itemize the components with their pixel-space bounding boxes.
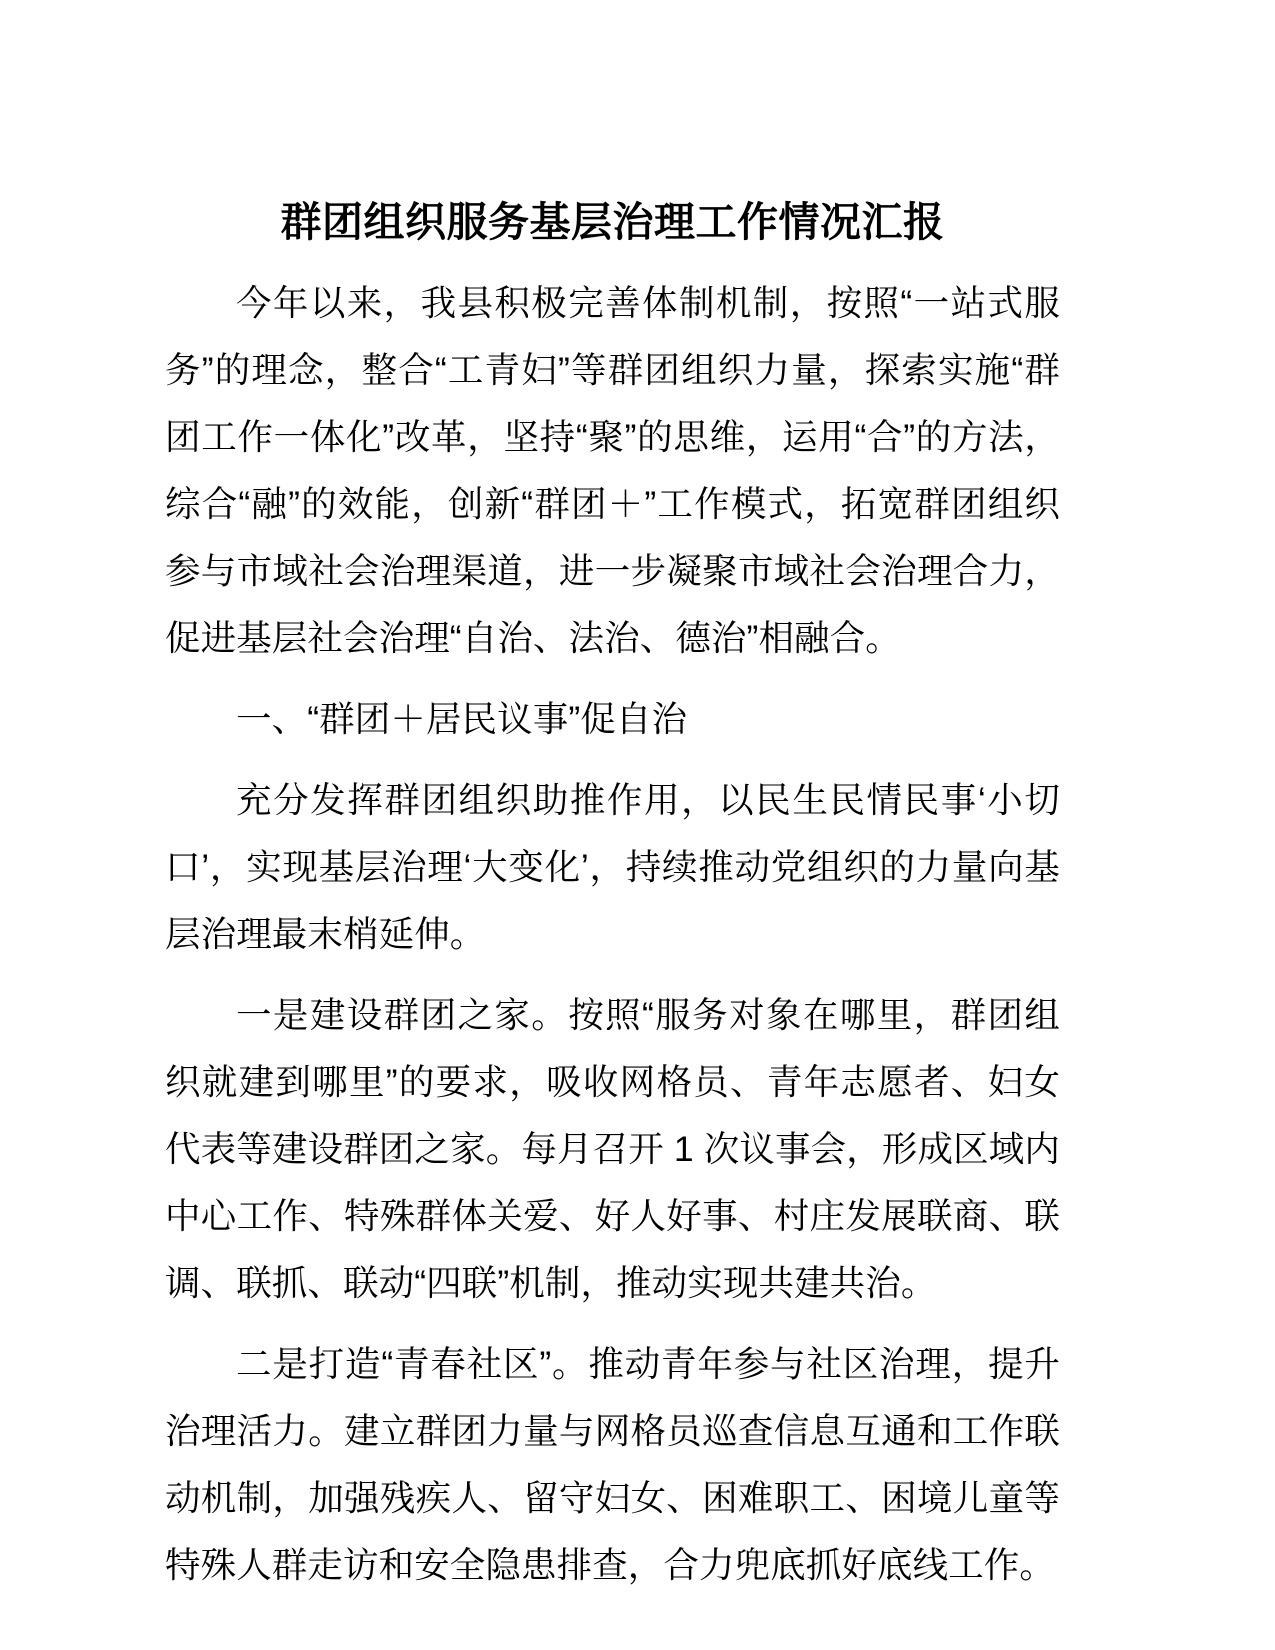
section-1-lead-paragraph: 充分发挥群团组织助推作用，以民生民情民事‘小切口’，实现基层治理‘大变化’，持续推动党组织的力量向基层治理最末梢延伸。 [165, 780, 1060, 955]
point-one-paragraph: 一是建设群团之家。按照“服务对象在哪里，群团组织就建到哪里”的要求，吸收网格员、青年志愿者、妇女代表等建设群团之家。每月召开 1 次议事会，形成区域内中心工作、特殊群体关爱、好人好事、村庄发展联商、联调、联抓、联动“四联”机制，推动实现共建共治。 [165, 995, 1060, 1304]
section-heading-1: 一、“群团＋居民议事”促自治 [236, 699, 688, 740]
document-body [165, 196, 1060, 1607]
intro-paragraph: 今年以来，我县积极完善体制机制，按照“一站式服务”的理念，整合“工青妇”等群团组织力量，探索实施“群团工作一体化”改革，坚持“聚”的思维，运用“合”的方法，综合“融”的效能，创新“群团＋”工作模式，拓宽群团组织参与市域社会治理渠道，进一步凝聚市域社会治理合力，促进基层社会治理“自治、法治、德治”相融合。 [165, 283, 1060, 659]
page-title: 群团组织服务基层治理工作情况汇报 [280, 199, 945, 245]
point-two-paragraph: 二是打造“青春社区”。推动青年参与社区治理，提升治理活力。建立群团力量与网格员巡查信息互通和工作联动机制，加强残疾人、留守妇女、困难职工、困境儿童等特殊人群走访和安全隐患排查，合力兜底抓好底线工作。 [165, 1344, 1060, 1586]
